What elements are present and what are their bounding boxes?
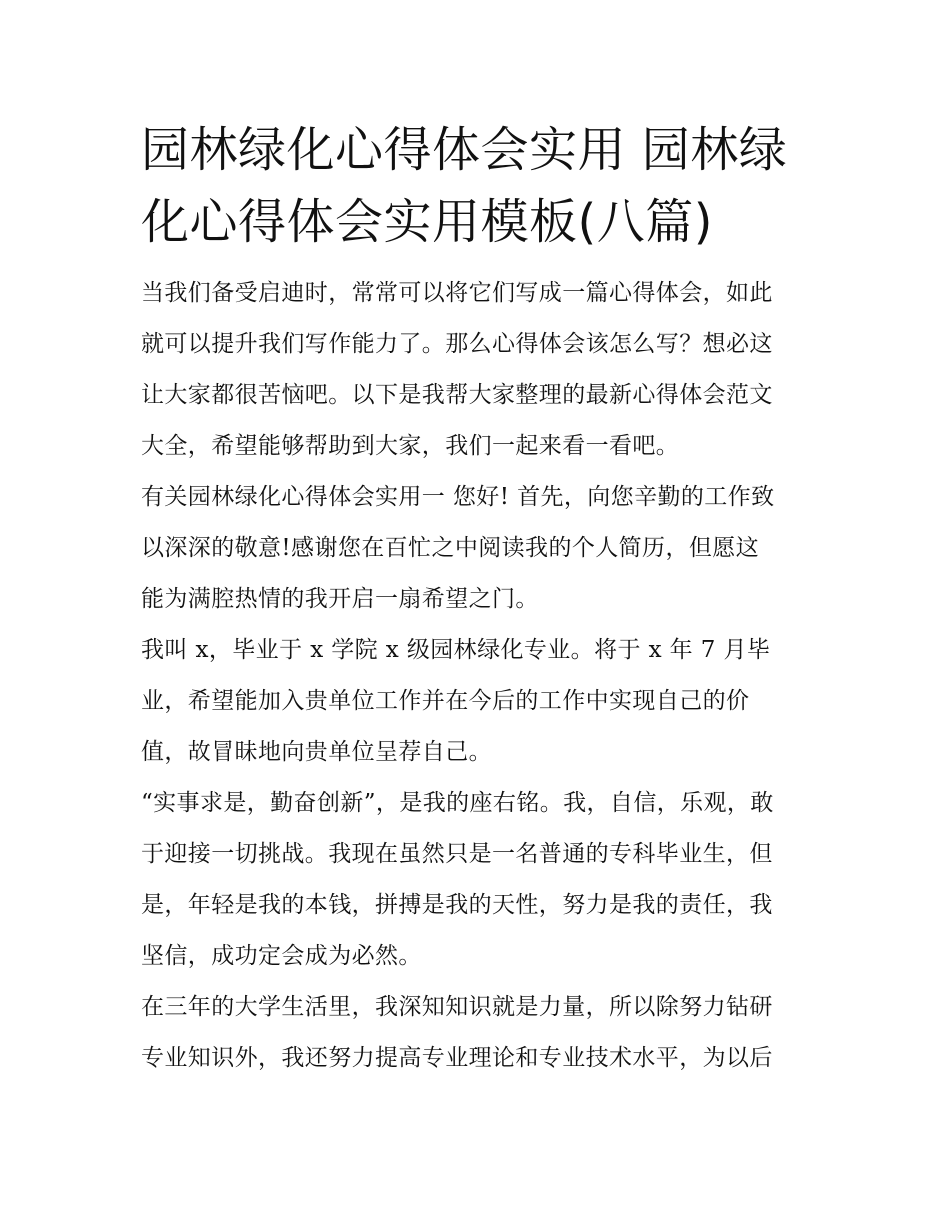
document-title (141, 114, 821, 258)
text-line: 于迎接一切挑战。我现在虽然只是一名普通的专科毕业生，但 (141, 841, 773, 867)
text-line: 专业知识外，我还努力提高专业理论和专业技术水平，为以后 (141, 1045, 773, 1071)
text-line: 大全，希望能够帮助到大家，我们一起来看一看吧。 (141, 433, 680, 459)
text-line: 以深深的敬意!感谢您在百忙之中阅读我的个人简历，但愿这 (141, 535, 760, 561)
paragraph-motto (141, 778, 821, 982)
paragraph-intro (141, 268, 821, 472)
text-line: 坚信，成功定会成为必然。 (141, 943, 422, 969)
text-line: 我叫 x，毕业于 x 学院 x 级园林绿化专业。将于 x 年 7 月毕 (141, 637, 771, 663)
text-line: 让大家都很苦恼吧。以下是我帮大家整理的最新心得体会范文 (141, 382, 773, 408)
text-line: 业，希望能加入贵单位工作并在今后的工作中实现自己的价 (141, 688, 750, 714)
text-line: 是，年轻是我的本钱，拼搏是我的天性，努力是我的责任，我 (141, 892, 773, 918)
text-line: 值，故冒昧地向贵单位呈荐自己。 (141, 739, 492, 765)
paragraph-college-life (141, 982, 821, 1084)
title-line: 园林绿化心得体会实用 园林绿 (141, 122, 788, 178)
document-content (141, 114, 821, 1084)
text-line: 能为满腔热情的我开启一扇希望之门。 (141, 586, 539, 612)
text-line: “实事求是，勤奋创新”，是我的座右铭。我，自信，乐观，敢 (141, 790, 774, 816)
text-line: 就可以提升我们写作能力了。那么心得体会该怎么写？想必这 (141, 331, 773, 357)
paragraph-greeting (141, 472, 821, 625)
text-line: 当我们备受启迪时，常常可以将它们写成一篇心得体会，如此 (141, 280, 773, 306)
document-body (141, 268, 821, 1084)
text-line: 在三年的大学生活里，我深知知识就是力量，所以除努力钻研 (141, 994, 773, 1020)
paragraph-self-intro (141, 625, 821, 778)
text-line: 有关园林绿化心得体会实用一 您好! 首先，向您辛勤的工作致 (141, 484, 775, 510)
title-line: 化心得体会实用模板(八篇) (141, 194, 713, 250)
